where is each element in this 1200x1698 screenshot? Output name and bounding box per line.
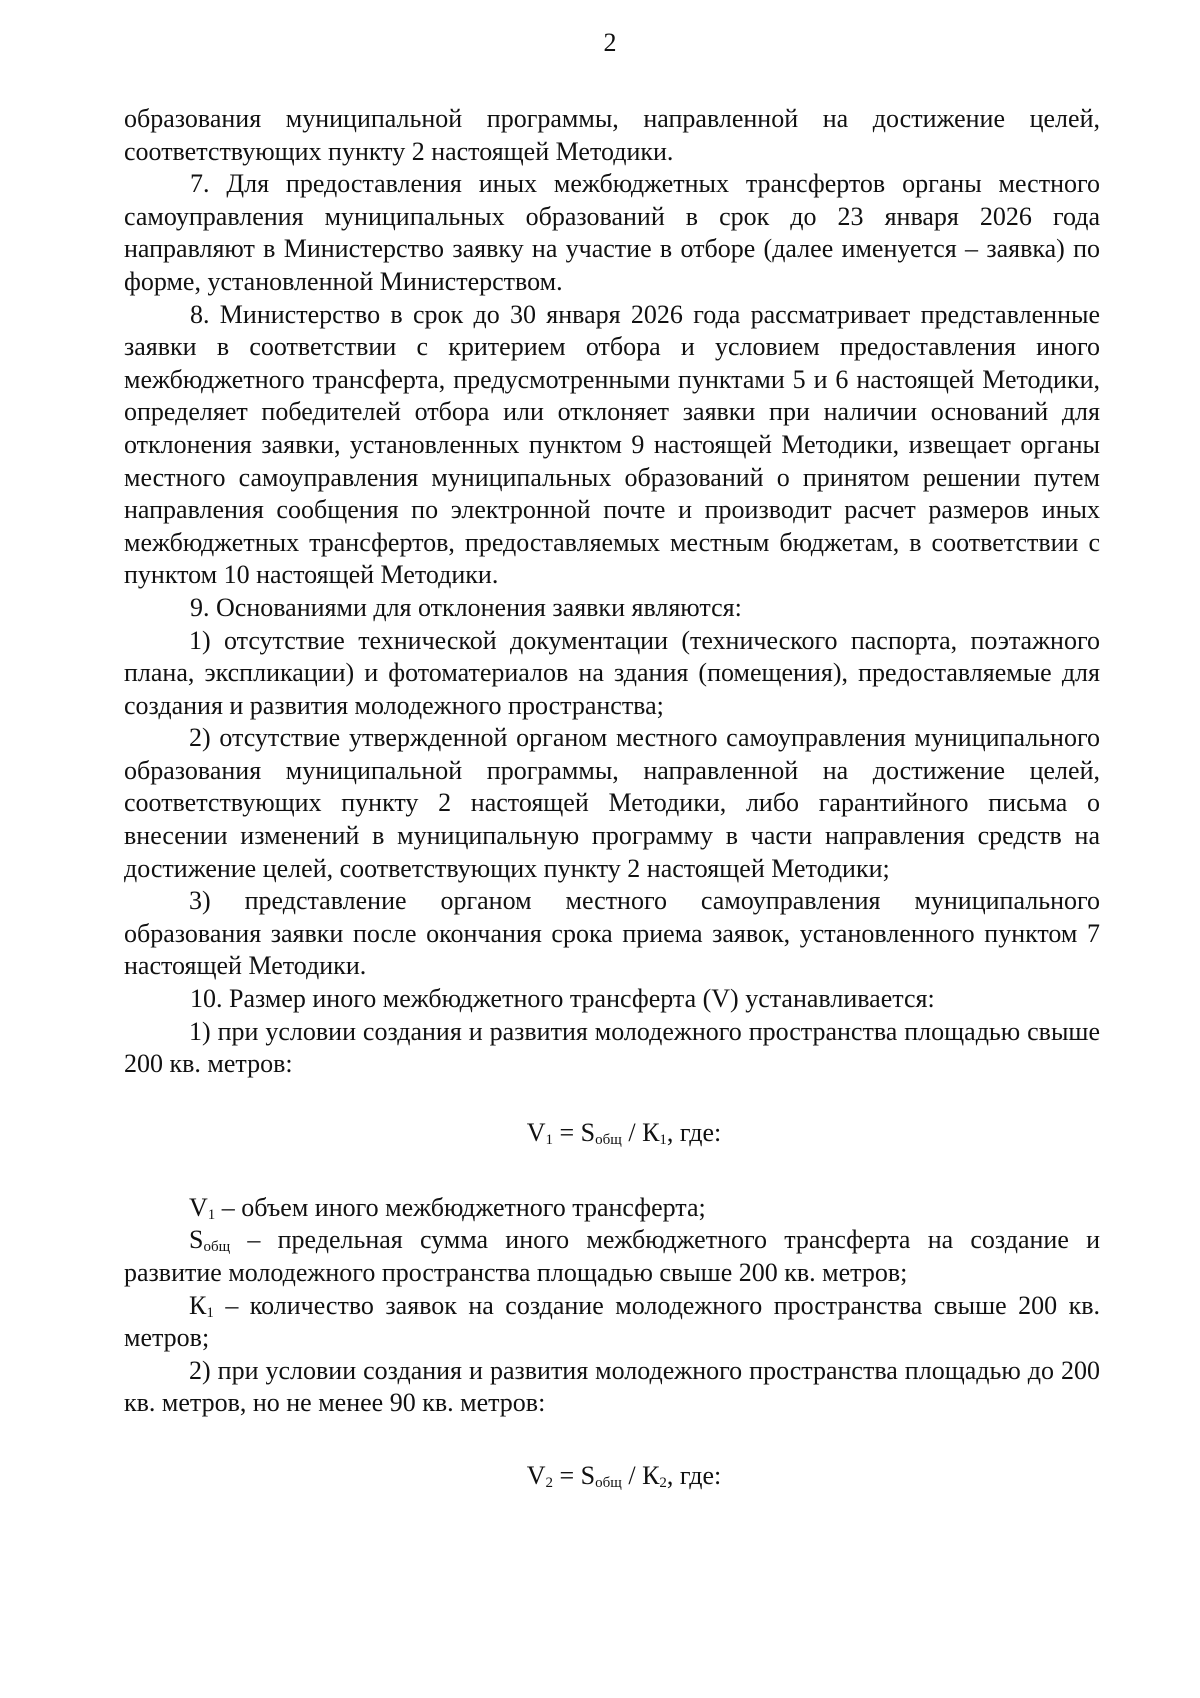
definition-v1: [124, 1192, 1100, 1225]
definition-s-subscript: общ: [203, 1239, 231, 1256]
paragraph-continuation: образования муниципальной программы, направленной на достижение целей, соответствующих пункту 2 настоящей Методики.: [124, 104, 1100, 166]
definition-v1-subscript: 1: [207, 1206, 216, 1223]
paragraph-9-item-3: 3) представление органом местного самоуправления муниципального образования заявки после окончания срока приема заявок, установленного пунктом 7 настоящей Методики.: [124, 886, 1100, 981]
paragraph-7: 7. Для предоставления иных межбюджетных трансфертов органы местного самоуправления муниципальных образований в срок до 23 января 2026 года направляют в Министерство заявку на участие в отборе (далее именуется – заявка) по форме, установленной Министерством.: [124, 169, 1100, 296]
formula-v2-k-subscript: 2: [659, 1474, 667, 1491]
paragraph-9-item-1: 1) отсутствие технической документации (технического паспорта, поэтажного плана, экспликации) и фотоматериалов на здания (помещения), предоставляемые для создания и развития молодежного пространства;: [124, 625, 1100, 720]
formula-v1-tail: , где:: [666, 1117, 722, 1147]
formula-v2-divide: /: [621, 1460, 643, 1490]
formula-v1-subscript: 1: [545, 1131, 553, 1148]
paragraph-9: 9. Основаниями для отклонения заявки являются:: [190, 592, 742, 622]
formula-v1-k-subscript: 1: [659, 1131, 667, 1148]
formula-v2-s-subscript: общ: [595, 1474, 622, 1491]
paragraph-8: 8. Министерство в срок до 30 января 2026 года рассматривает представленные заявки в соответствии с критерием отбора и условием предоставления иного межбюджетного трансферта, предусмотренными пунктами 5 и 6 настоящей Методики, определяет победителей отбора или отклоняет заявки при наличии оснований для отклонения заявки, установленных пунктом 9 настоящей Методики, извещает органы местного самоуправления муниципальных образований о принятом решении путем направления сообщения по электронной почте и производит расчет размеров иных межбюджетных трансфертов, предоставляемых местным бюджетам, в соответствии с пунктом 10 настоящей Методики.: [124, 299, 1100, 590]
paragraph-10-item-1: 1) при условии создания и развития молодежного пространства площадью свыше 200 кв. метров:: [124, 1016, 1100, 1079]
definition-k1-subscript: 1: [206, 1304, 214, 1321]
definition-k1: [124, 1290, 1100, 1355]
spacer: [124, 1149, 1100, 1192]
formula-v1-divide: /: [621, 1117, 643, 1147]
definition-k1-text: – количество заявок на создание молодежного пространства свыше 200 кв. метров;: [124, 1290, 1100, 1353]
definition-k1-symbol: К: [189, 1290, 207, 1320]
formula-v1: [124, 1117, 1100, 1149]
formula-v1-equals: =: [553, 1117, 581, 1147]
definition-v1-symbol: V: [189, 1192, 208, 1222]
formula-v2-subscript: 2: [545, 1474, 553, 1491]
definition-s-symbol: S: [189, 1225, 204, 1255]
formula-v2: [124, 1460, 1100, 1492]
formula-v2-k-symbol: К: [642, 1460, 660, 1490]
formula-v1-symbol: V: [526, 1117, 546, 1147]
formula-v1-s-symbol: S: [580, 1117, 596, 1147]
definition-v1-text: – объем иного межбюджетного трансферта;: [215, 1192, 706, 1222]
paragraph-9-item-2: 2) отсутствие утвержденной органом местного самоуправления муниципального образования муниципальной программы, направленной на достижение целей, соответствующих пункту 2 настоящей Методики, либо гарантийного письма о внесении изменений в муниципальную программу в части направления средств на достижение целей, соответствующих пункту 2 настоящей Методики;: [124, 723, 1100, 883]
definition-s: [124, 1224, 1100, 1289]
formula-v1-k-symbol: К: [642, 1117, 660, 1147]
page-number: 2: [603, 28, 617, 57]
document-body: [124, 103, 1100, 1492]
formula-v1-s-subscript: общ: [595, 1131, 622, 1148]
formula-v2-symbol: V: [526, 1460, 546, 1490]
paragraph-10: 10. Размер иного межбюджетного трансферта (V) устанавливается:: [190, 984, 935, 1014]
definition-s-text: – предельная сумма иного межбюджетного трансферта на создание и развитие молодежного пространства площадью свыше 200 кв. метров;: [124, 1225, 1100, 1287]
paragraph-10-item-2: 2) при условии создания и развития молодежного пространства площадью до 200 кв. метров, но не менее 90 кв. метров:: [124, 1355, 1100, 1418]
formula-v2-tail: , где:: [666, 1460, 722, 1490]
formula-v2-equals: =: [553, 1460, 581, 1490]
spacer: [124, 1420, 1100, 1460]
formula-v2-s-symbol: S: [580, 1460, 596, 1490]
spacer: [124, 1081, 1100, 1117]
